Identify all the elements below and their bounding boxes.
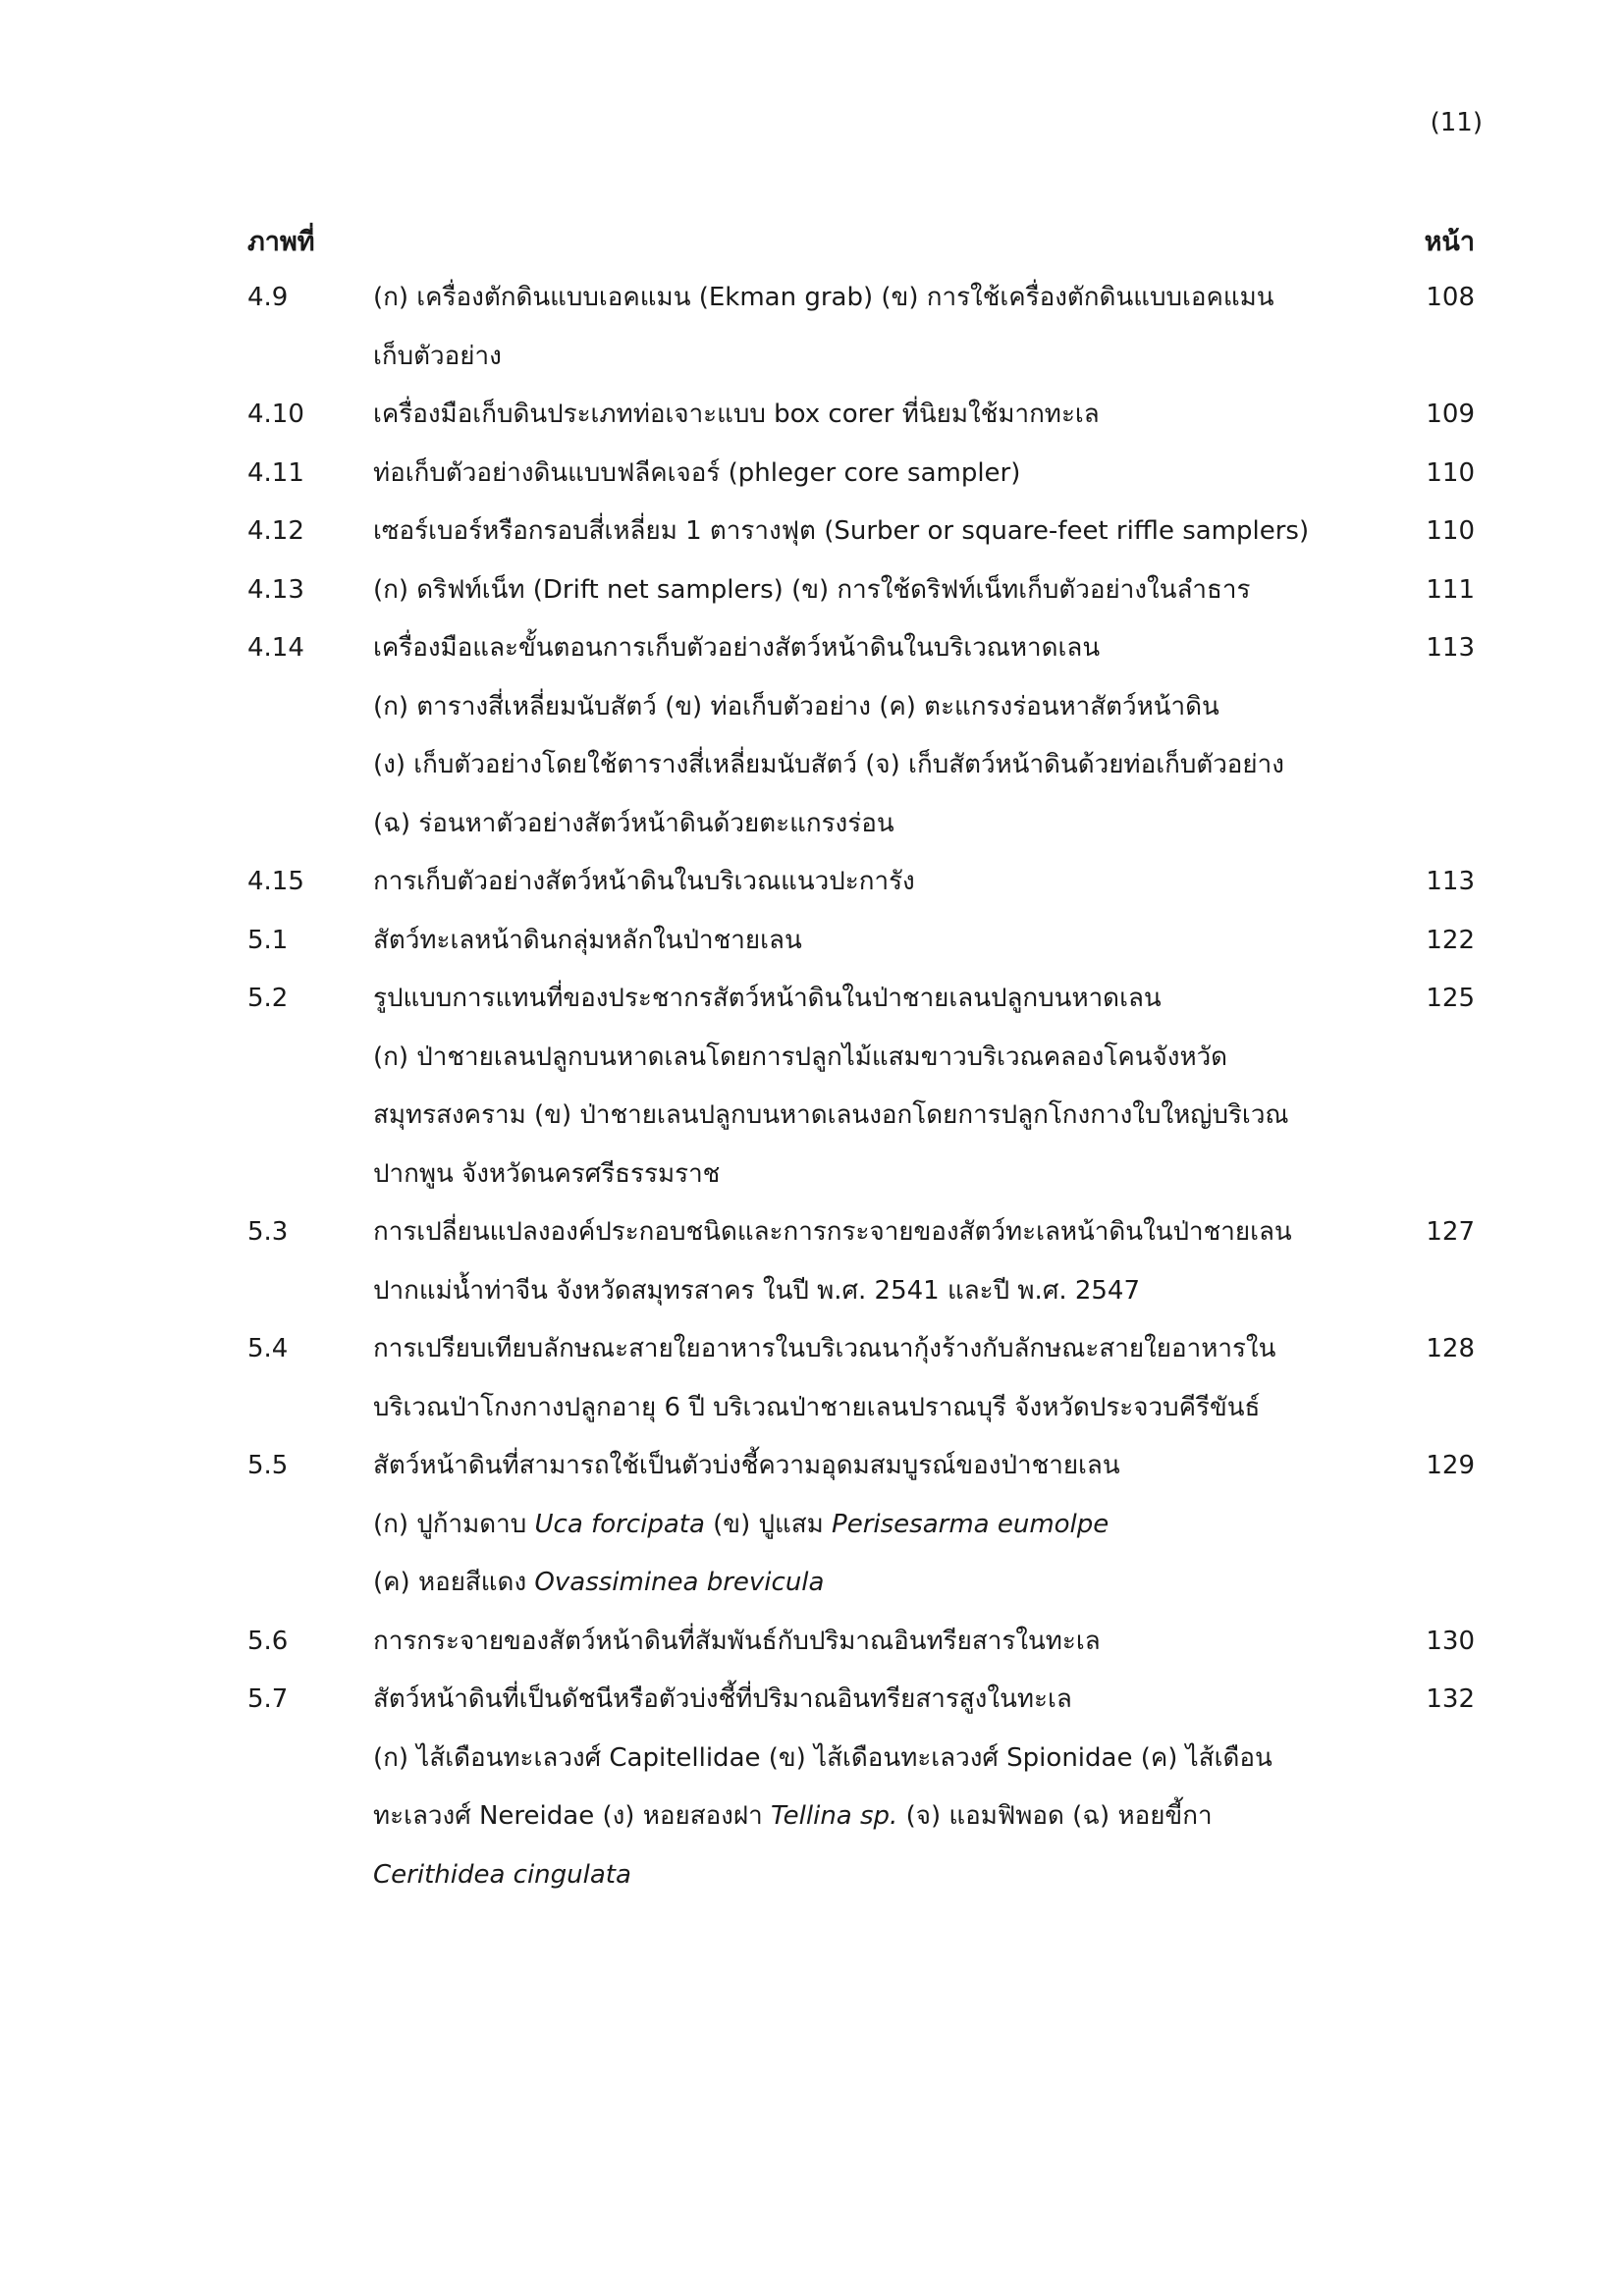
caption-text: (ก) ตารางสี่เหลี่ยมนับสัตว์ (ข) ท่อเก็บตัวอย่าง (ค) ตะแกรงร่อนหาสัตว์หน้าดิน bbox=[373, 691, 1219, 721]
caption-line bbox=[373, 1554, 1355, 1613]
figure-number: 5.4 bbox=[247, 1334, 289, 1363]
figure-number: 5.5 bbox=[247, 1451, 289, 1480]
figure-number: 4.13 bbox=[247, 574, 304, 605]
toc-entry bbox=[247, 1437, 1475, 1613]
figure-caption bbox=[373, 619, 1355, 853]
page-ref: 111 bbox=[1426, 574, 1475, 605]
caption-line bbox=[373, 1671, 1355, 1730]
caption-text: (ก) ป่าชายเลนปลูกบนหาดเลนโดยการปลูกไม้แสมขาวบริเวณคลองโคนจังหวัด bbox=[373, 1041, 1228, 1072]
caption-text: (ค) หอยสีแดง bbox=[373, 1568, 535, 1597]
figure-caption bbox=[373, 912, 1355, 971]
figure-number: 5.3 bbox=[247, 1217, 289, 1247]
caption-line bbox=[373, 853, 1355, 912]
caption-line bbox=[373, 269, 1355, 328]
figure-number: 4.15 bbox=[247, 867, 304, 896]
toc-entry bbox=[247, 912, 1475, 971]
caption-text: สัตว์หน้าดินที่เป็นดัชนีหรือตัวบ่งชี้ที่ปริมาณอินทรียสารสูงในทะเล bbox=[373, 1684, 1072, 1714]
page-column-heading: หน้า bbox=[1424, 227, 1475, 257]
toc-entries bbox=[247, 269, 1475, 1904]
figure-column-heading: ภาพที่ bbox=[247, 227, 315, 257]
caption-text: การเก็บตัวอย่างสัตว์หน้าดินในบริเวณแนวปะการัง bbox=[373, 867, 915, 896]
caption-text: การกระจายของสัตว์หน้าดินที่สัมพันธ์กับปริมาณอินทรียสารในทะเล bbox=[373, 1626, 1101, 1656]
figure-caption bbox=[373, 1203, 1355, 1320]
caption-text: สมุทรสงคราม (ข) ป่าชายเลนปลูกบนหาดเลนงอกโดยการปลูกโกงกางใบใหญ่บริเวณ bbox=[373, 1100, 1289, 1130]
caption-line bbox=[373, 1087, 1355, 1146]
toc-entry bbox=[247, 1203, 1475, 1320]
caption-text: (ก) ไส้เดือนทะเลวงศ์ Capitellidae (ข) ไส้เดือนทะเลวงศ์ Spionidae (ค) ไส้เดือน bbox=[373, 1742, 1272, 1773]
caption-line bbox=[373, 619, 1355, 678]
caption-line bbox=[373, 1496, 1355, 1555]
caption-text: รูปแบบการแทนที่ของประชากรสัตว์หน้าดินในป่าชายเลนปลูกบนหาดเลน bbox=[373, 984, 1162, 1013]
toc-entry bbox=[247, 970, 1475, 1203]
caption-line bbox=[373, 1846, 1355, 1905]
caption-text: สัตว์ทะเลหน้าดินกลุ่มหลักในป่าชายเลน bbox=[373, 925, 802, 955]
caption-line bbox=[373, 561, 1355, 620]
toc-entry bbox=[247, 619, 1475, 853]
caption-line bbox=[373, 1437, 1355, 1496]
caption-text: สัตว์หน้าดินที่สามารถใช้เป็นตัวบ่งชี้ความอุดมสมบูรณ์ของป่าชายเลน bbox=[373, 1451, 1120, 1480]
caption-line bbox=[373, 1146, 1355, 1204]
toc-entry bbox=[247, 445, 1475, 504]
figure-number: 5.7 bbox=[247, 1684, 289, 1714]
caption-line bbox=[373, 1203, 1355, 1262]
caption-line bbox=[373, 503, 1355, 561]
figure-caption bbox=[373, 970, 1355, 1203]
figure-caption bbox=[373, 1320, 1355, 1437]
caption-text: เครื่องมือและขั้นตอนการเก็บตัวอย่างสัตว์หน้าดินในบริเวณหาดเลน bbox=[373, 633, 1101, 663]
scientific-name: Ovassiminea brevicula bbox=[534, 1568, 825, 1597]
figure-number: 5.1 bbox=[247, 925, 289, 955]
caption-line bbox=[373, 1613, 1355, 1672]
toc-entry bbox=[247, 1320, 1475, 1437]
caption-text: ปากแม่น้ำท่าจีน จังหวัดสมุทรสาคร ในปี พ.ศ. 2541 และปี พ.ศ. 2547 bbox=[373, 1275, 1141, 1306]
figure-caption bbox=[373, 1671, 1355, 1904]
caption-text: (จ) แอมฟิพอด (ฉ) หอยขี้กา bbox=[897, 1801, 1213, 1831]
caption-line bbox=[373, 1730, 1355, 1789]
caption-line bbox=[373, 1320, 1355, 1379]
caption-text: เครื่องมือเก็บดินประเภทท่อเจาะแบบ box corer ที่นิยมใช้มากทะเล bbox=[373, 400, 1100, 429]
figure-caption bbox=[373, 1437, 1355, 1613]
page-ref: 127 bbox=[1426, 1217, 1475, 1247]
page-ref: 129 bbox=[1426, 1451, 1475, 1480]
figure-number: 4.9 bbox=[247, 283, 289, 312]
caption-text: ปากพูน จังหวัดนครศรีธรรมราช bbox=[373, 1158, 721, 1189]
figure-number: 4.14 bbox=[247, 633, 304, 663]
page-ref: 113 bbox=[1426, 633, 1475, 663]
figure-caption bbox=[373, 1613, 1355, 1672]
caption-text: บริเวณป่าโกงกางปลูกอายุ 6 ปี บริเวณป่าชายเลนปราณบุรี จังหวัดประจวบคีรีขันธ์ bbox=[373, 1392, 1261, 1422]
caption-line bbox=[373, 1379, 1355, 1438]
figure-caption bbox=[373, 853, 1355, 912]
page-ref: 122 bbox=[1426, 925, 1475, 955]
page-ref: 109 bbox=[1426, 400, 1475, 429]
page-ref: 128 bbox=[1426, 1334, 1475, 1363]
caption-text: การเปรียบเทียบลักษณะสายใยอาหารในบริเวณนากุ้งร้างกับลักษณะสายใยอาหารใน bbox=[373, 1334, 1276, 1363]
figure-caption bbox=[373, 561, 1355, 620]
page-number: (11) bbox=[1430, 108, 1483, 137]
caption-text: ทะเลวงศ์ Nereidae (ง) หอยสองฝา bbox=[373, 1801, 771, 1831]
scientific-name: Tellina sp. bbox=[770, 1801, 898, 1831]
figure-caption bbox=[373, 503, 1355, 561]
figure-number: 4.10 bbox=[247, 400, 304, 429]
page-ref: 132 bbox=[1426, 1684, 1475, 1714]
caption-line bbox=[373, 736, 1355, 795]
caption-line bbox=[373, 678, 1355, 737]
caption-text: การเปลี่ยนแปลงองค์ประกอบชนิดและการกระจายของสัตว์ทะเลหน้าดินในป่าชายเลน bbox=[373, 1217, 1292, 1247]
toc-header bbox=[247, 210, 1475, 269]
caption-text: (ง) เก็บตัวอย่างโดยใช้ตารางสี่เหลี่ยมนับสัตว์ (จ) เก็บสัตว์หน้าดินด้วยท่อเก็บตัวอย่าง bbox=[373, 750, 1284, 779]
page-ref: 130 bbox=[1426, 1626, 1475, 1656]
page-ref: 125 bbox=[1426, 984, 1475, 1013]
toc-entry bbox=[247, 561, 1475, 620]
toc-entry bbox=[247, 503, 1475, 561]
figure-number: 5.6 bbox=[247, 1626, 289, 1656]
toc-entry bbox=[247, 269, 1475, 386]
caption-text: เก็บตัวอย่าง bbox=[373, 341, 502, 371]
caption-line bbox=[373, 970, 1355, 1029]
page-ref: 113 bbox=[1426, 867, 1475, 896]
caption-text: (ฉ) ร่อนหาตัวอย่างสัตว์หน้าดินด้วยตะแกรงร่อน bbox=[373, 808, 894, 838]
caption-text: เซอร์เบอร์หรือกรอบสี่เหลี่ยม 1 ตารางฟุต (Surber or square-feet riffle samplers) bbox=[373, 516, 1310, 546]
caption-line bbox=[373, 1262, 1355, 1321]
toc-entry bbox=[247, 386, 1475, 445]
figure-caption bbox=[373, 386, 1355, 445]
scientific-name: Perisesarma eumolpe bbox=[832, 1509, 1110, 1539]
figure-number: 4.12 bbox=[247, 516, 304, 546]
caption-line bbox=[373, 912, 1355, 971]
scientific-name: Cerithidea cingulata bbox=[373, 1859, 631, 1890]
caption-text: (ก) ดริฟท์เน็ท (Drift net samplers) (ข) การใช้ดริฟท์เน็ทเก็บตัวอย่างในลำธาร bbox=[373, 574, 1251, 605]
caption-line bbox=[373, 1788, 1355, 1846]
toc-entry bbox=[247, 1613, 1475, 1672]
caption-line bbox=[373, 328, 1355, 387]
page-ref: 110 bbox=[1426, 516, 1475, 546]
caption-text: (ข) ปูแสม bbox=[704, 1509, 833, 1539]
caption-line bbox=[373, 386, 1355, 445]
toc-entry bbox=[247, 1671, 1475, 1904]
caption-text: (ก) เครื่องตักดินแบบเอคแมน (Ekman grab) (ข) การใช้เครื่องตักดินแบบเอคแมน bbox=[373, 283, 1274, 312]
figure-caption bbox=[373, 445, 1355, 504]
caption-line bbox=[373, 445, 1355, 504]
caption-line bbox=[373, 1029, 1355, 1088]
caption-line bbox=[373, 795, 1355, 854]
figure-number: 4.11 bbox=[247, 457, 304, 488]
page-ref: 110 bbox=[1426, 457, 1475, 488]
page-ref: 108 bbox=[1426, 283, 1475, 312]
figure-caption bbox=[373, 269, 1355, 386]
caption-text: (ก) ปูก้ามดาบ bbox=[373, 1509, 535, 1539]
figure-number: 5.2 bbox=[247, 984, 289, 1013]
scientific-name: Uca forcipata bbox=[534, 1509, 705, 1539]
caption-text: ท่อเก็บตัวอย่างดินแบบฟลีคเจอร์ (phleger core sampler) bbox=[373, 457, 1021, 488]
list-of-figures bbox=[247, 210, 1475, 1904]
toc-entry bbox=[247, 853, 1475, 912]
